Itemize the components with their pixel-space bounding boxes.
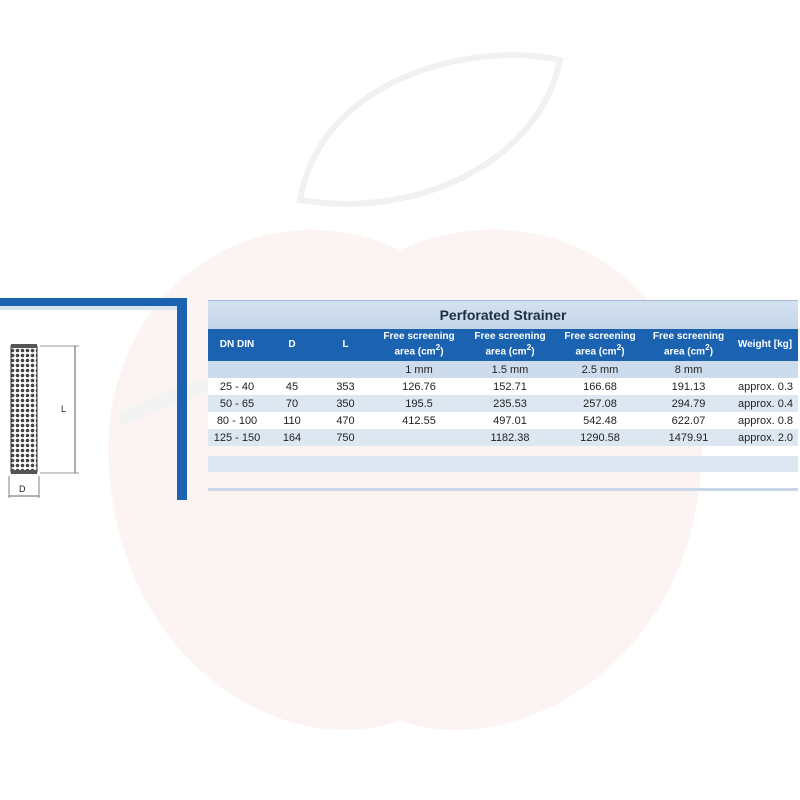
diameter-label: D (19, 484, 26, 494)
mesh-size: 1 mm (405, 363, 433, 376)
header-area-2-5mm: Free screening area $(cm^2)$ (564, 331, 636, 358)
blank-row (208, 446, 798, 456)
cell-dn-din: 80 - 100 (216, 414, 258, 427)
cell-l: 350 (336, 397, 355, 410)
strainer-bottom-rim (11, 470, 37, 474)
cell-dn-din: 25 - 40 (219, 380, 255, 393)
cell-area-2-5mm: 166.68 (583, 380, 617, 393)
header-area-1-5mm: Free screening area $(cm^2)$ (474, 331, 546, 358)
cell-l: 353 (336, 380, 355, 393)
cell-area-8mm: 1479.91 (668, 431, 709, 444)
cell-d: 110 (283, 414, 301, 427)
table-row (208, 395, 798, 412)
cell-area-1-5mm: 497.01 (493, 414, 527, 427)
cell-area-2-5mm: 542.48 (583, 414, 617, 427)
cell-d: 164 (282, 431, 302, 444)
cell-l: 750 (336, 431, 355, 444)
header-weight: Weight [kg] (737, 339, 793, 350)
cell-d: 70 (285, 397, 299, 410)
header-area-1mm: Free screening area $(cm^2)$ (383, 331, 455, 358)
cell-area-2-5mm: 257.08 (583, 397, 617, 410)
watermark-leaf-shape (300, 55, 560, 204)
header-area-8mm: Free screening area $(cm^2)$ (652, 331, 725, 358)
cell-area-1-5mm: 235.53 (493, 397, 527, 410)
cell-area-1-5mm: 152.71 (493, 380, 527, 393)
strainer-table (208, 300, 798, 491)
mesh-size-row (208, 361, 798, 378)
cell-weight: approx. 0.3 (738, 380, 794, 393)
cell-area-1mm: 126.76 (402, 380, 436, 393)
strainer-top-rim (11, 344, 37, 348)
strainer-drawing (0, 298, 187, 500)
table-row (208, 412, 798, 429)
empty-band (208, 456, 798, 472)
header-l: L (342, 339, 349, 350)
cell-area-1-5mm: 1182.38 (490, 431, 530, 444)
cell-dn-din: 125 - 150 (213, 431, 261, 444)
cell-dn-din: 50 - 65 (219, 397, 255, 410)
header-dn-din: DN DIN (219, 339, 255, 350)
cell-area-2-5mm: 1290.58 (580, 431, 620, 444)
mesh-size: 2.5 mm (581, 363, 619, 376)
strainer-body (11, 346, 37, 472)
table-bottom-rule (208, 488, 798, 491)
cell-weight: approx. 2.0 (738, 431, 794, 444)
cell-area-1mm: 195.5 (405, 397, 433, 410)
cell-area-1mm: 412.55 (402, 414, 436, 427)
cell-l: 470 (336, 414, 355, 427)
length-label: L (61, 404, 67, 414)
table-row (208, 429, 798, 446)
header-d: D (288, 339, 296, 350)
cell-weight: approx. 0.8 (738, 414, 794, 427)
mesh-size: 8 mm (674, 363, 703, 376)
strainer-sketch (0, 298, 177, 500)
mesh-size: 1.5 mm (491, 363, 529, 376)
table-row (208, 378, 798, 395)
cell-d: 45 (285, 380, 299, 393)
drawing-frame-right (177, 298, 187, 500)
cell-area-8mm: 294.79 (671, 397, 706, 410)
table-header-row (208, 329, 798, 361)
cell-weight: approx. 0.4 (738, 397, 794, 410)
table-title: Perforated Strainer (208, 300, 798, 329)
cell-area-8mm: 191.13 (671, 380, 706, 393)
cell-area-8mm: 622.07 (671, 414, 706, 427)
